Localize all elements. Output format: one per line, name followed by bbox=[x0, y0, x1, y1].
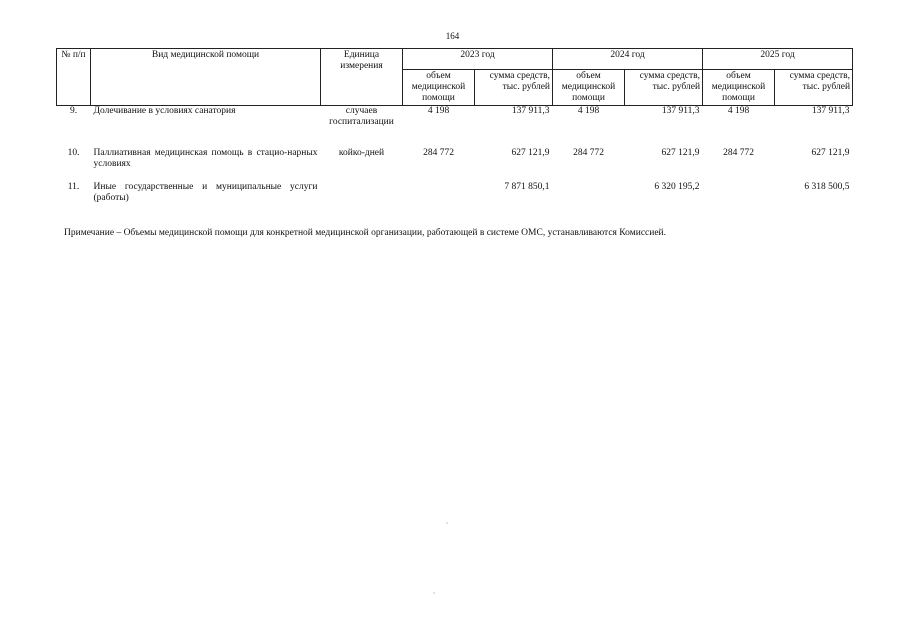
subheader-volume: объем медицинской помощи bbox=[703, 70, 775, 106]
row-volume-2023: 4 198 bbox=[427, 106, 450, 116]
subheader-volume: объем медицинской помощи bbox=[403, 70, 475, 106]
header-year-2025: 2025 год bbox=[703, 49, 853, 70]
row-spacer bbox=[57, 129, 853, 147]
row-volume-2024: 284 772 bbox=[573, 148, 604, 158]
header-year-2023: 2023 год bbox=[403, 49, 553, 70]
row-spacer bbox=[57, 171, 853, 181]
row-volume-2023: 284 772 bbox=[423, 148, 454, 158]
row-volume-2025: 284 772 bbox=[723, 148, 754, 158]
scan-speck bbox=[433, 592, 435, 594]
header-unit: Единица измерения bbox=[321, 49, 403, 106]
header-care-type: Вид медицинской помощи bbox=[91, 49, 321, 106]
table-header-row bbox=[57, 49, 853, 70]
page-number: 164 bbox=[445, 31, 460, 41]
row-care-type: Иные государственные и муниципальные услуги (работы) bbox=[93, 182, 318, 203]
row-unit: случаев госпитализации bbox=[329, 106, 394, 127]
header-year-2024: 2024 год bbox=[553, 49, 703, 70]
row-num: 10. bbox=[67, 148, 80, 158]
table-row bbox=[57, 147, 853, 171]
scan-speck bbox=[446, 522, 448, 524]
row-sum-2025: 627 121,9 bbox=[811, 148, 850, 158]
row-num: 11. bbox=[67, 182, 80, 192]
table-row bbox=[57, 106, 853, 130]
row-volume-2024: 4 198 bbox=[577, 106, 600, 116]
row-num: 9. bbox=[69, 106, 78, 116]
row-volume-2025: 4 198 bbox=[727, 106, 750, 116]
subheader-volume: объем медицинской помощи bbox=[553, 70, 625, 106]
row-volume-2024 bbox=[553, 181, 625, 205]
row-care-type: Паллиативная медицинская помощь в стацио-нарных условиях bbox=[93, 148, 318, 169]
row-sum-2025: 137 911,3 bbox=[811, 106, 850, 116]
row-volume-2025 bbox=[703, 181, 775, 205]
footnote: Примечание – Объемы медицинской помощи для конкретной медицинской организации, работающей в системе ОМС, устанавливаются Комиссией. bbox=[64, 228, 667, 238]
row-sum-2023: 7 871 850,1 bbox=[504, 182, 550, 192]
row-sum-2023: 137 911,3 bbox=[511, 106, 550, 116]
row-sum-2023: 627 121,9 bbox=[511, 148, 550, 158]
table-row bbox=[57, 181, 853, 205]
subheader-sum: сумма средств, тыс. рублей bbox=[775, 70, 853, 106]
row-sum-2024: 627 121,9 bbox=[661, 148, 700, 158]
medical-care-volume-table bbox=[56, 48, 853, 205]
row-sum-2024: 137 911,3 bbox=[661, 106, 700, 116]
row-sum-2024: 6 320 195,2 bbox=[654, 182, 700, 192]
subheader-sum: сумма средств, тыс. рублей bbox=[475, 70, 553, 106]
subheader-sum: сумма средств, тыс. рублей bbox=[625, 70, 703, 106]
row-unit bbox=[321, 181, 403, 205]
row-volume-2023 bbox=[403, 181, 475, 205]
row-sum-2025: 6 318 500,5 bbox=[804, 182, 850, 192]
row-care-type: Долечивание в условиях санатория bbox=[93, 106, 236, 116]
row-unit: койко-дней bbox=[338, 148, 385, 158]
header-num: № п/п bbox=[57, 49, 91, 106]
